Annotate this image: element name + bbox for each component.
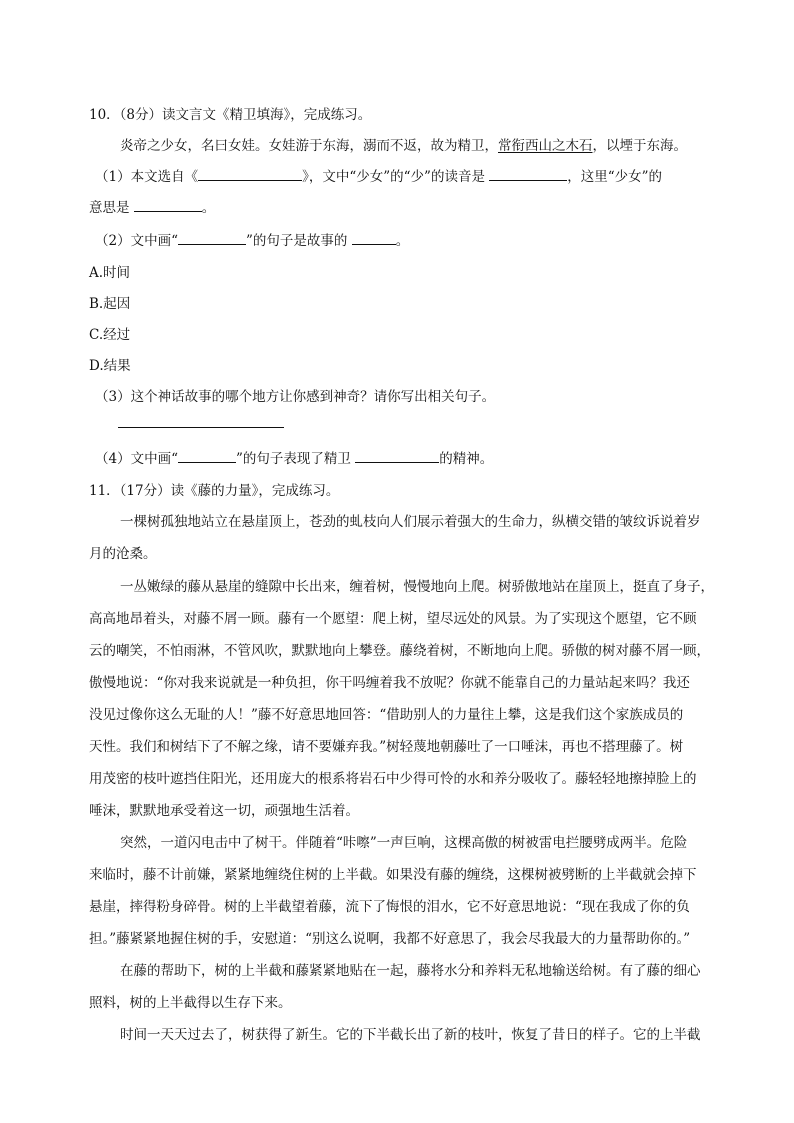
q10-sub2-text-a: （2）文中画“	[95, 233, 178, 249]
q10-passage-part-b: ，以堙于东海。	[592, 138, 687, 154]
q10-sub1	[95, 165, 662, 185]
passage-line: 悬崖，摔得粉身碎骨。树的上半截望着藤，流下了悔恨的泪水，它不好意思地说：“现在我成了你的负	[89, 899, 690, 915]
answer-blank-underlined-sentence[interactable]	[178, 450, 236, 463]
q10-sub2-text-c: 。	[395, 233, 410, 249]
passage-line: 高高地昂着头，对藤不屑一顾。藤有一个愿望：爬上树，望尽远处的风景。为了实现这个愿望，它不顾	[89, 611, 697, 627]
question-10-title: 10．（8分）读文言文《精卫填海》，完成练习。	[89, 107, 372, 123]
answer-blank-story-part[interactable]	[352, 232, 396, 245]
question-11-title: 11．（17分）读《藤的力量》，完成练习。	[89, 483, 340, 499]
answer-blank-spirit[interactable]	[355, 450, 439, 463]
q10-sub3: （3）这个神话故事的哪个地方让你感到神奇？请你写出相关句子。	[95, 389, 496, 405]
answer-blank-pronunciation[interactable]	[489, 168, 567, 181]
q10-passage	[120, 134, 687, 154]
passage-line: 没见过像你这么无耻的人！”藤不好意思地回答：“借助别人的力量往上攀，这是我们这个家族成员的	[89, 707, 684, 723]
passage-line: 来临时，藤不计前嫌，紧紧地缠绕住树的上半截。如果没有藤的缠绕，这棵树被劈断的上半截就会掉下	[89, 867, 697, 883]
q10-sub4-text-c: 的精神。	[439, 451, 494, 467]
option-c[interactable]: C.经过	[89, 327, 131, 343]
q10-passage-part-a: 炎帝之少女，名曰女娃。女娃游于东海，溺而不返，故为精卫，	[120, 138, 498, 154]
q10-sub1-text-a: （1）本文选自《	[95, 169, 199, 185]
passage-line: 一丛嫩绿的藤从悬崖的缝隙中长出来，缠着树，慢慢地向上爬。树骄傲地站在崖顶上，挺直了身子，	[120, 579, 714, 595]
q10-sub3-answer-line[interactable]	[118, 415, 284, 432]
passage-line: 担。”藤紧紧地握住树的手，安慰道：“别这么说啊，我都不好意思了，我会尽我最大的力量帮助你的。”	[89, 931, 691, 947]
passage-line: 唾沫，默默地承受着这一切，顽强地生活着。	[89, 803, 359, 819]
passage-line: 突然，一道闪电击中了树干。伴随着“咔嚓”一声巨响，这棵高傲的树被雷电拦腰劈成两半。危险	[120, 835, 688, 851]
q10-passage-underlined: 常衔西山之木石	[498, 138, 593, 154]
option-b[interactable]: B.起因	[89, 296, 131, 312]
passage-line: 云的嘲笑，不怕雨淋，不管风吹，默默地向上攀登。藤绕着树，不断地向上爬。骄傲的树对藤不屑一顾，	[89, 643, 710, 659]
passage-line: 用茂密的枝叶遮挡住阳光，还用庞大的根系将岩石中少得可怜的水和养分吸收了。藤轻轻地擦掉脸上的	[89, 771, 697, 787]
option-a[interactable]: A.时间	[89, 265, 131, 281]
passage-line: 照料，树的上半截得以生存下来。	[89, 995, 292, 1011]
q10-sub4-text-b: ”的句子表现了精卫	[236, 451, 351, 467]
passage-line: 时间一天天过去了，树获得了新生。它的下半截长出了新的枝叶，恢复了昔日的样子。它的上半截	[120, 1027, 701, 1043]
q10-sub2	[95, 229, 409, 249]
passage-line: 天性。我们和树结下了不解之缘，请不要嫌弃我。”树轻蔑地朝藤吐了一口唾沫，再也不搭理藤了。树	[89, 739, 684, 755]
q10-sub4-text-a: （4）文中画“	[95, 451, 178, 467]
answer-blank-meaning[interactable]	[134, 199, 202, 212]
q10-sub2-text-b: ”的句子是故事的	[246, 233, 348, 249]
q10-sub1-text-c: ，这里“少女”的	[567, 169, 663, 185]
q10-sub1-text-d: 意思是	[89, 200, 130, 216]
passage-line: 月的沧桑。	[89, 546, 157, 562]
passage-line: 在藤的帮助下，树的上半截和藤紧紧地贴在一起，藤将水分和养料无私地输送给树。有了藤的细心	[120, 963, 701, 979]
option-d[interactable]: D.结果	[89, 358, 131, 374]
q10-sub1-cont	[89, 196, 215, 216]
passage-line: 傲慢地说：“你对我来说就是一种负担，你干吗缠着我不放呢？你就不能靠自己的力量站起来吗？我还	[89, 675, 690, 691]
q10-sub4	[95, 447, 493, 467]
answer-blank-source[interactable]	[198, 168, 302, 181]
q10-sub1-text-e: 。	[201, 200, 216, 216]
q10-sub1-text-b: 》，文中“少女”的“少”的读音是	[302, 169, 485, 185]
passage-line: 一棵树孤独地站立在悬崖顶上，苍劲的虬枝向人们展示着强大的生命力，纵横交错的皱纹诉说着岁	[120, 514, 701, 530]
answer-blank-sentence-long[interactable]	[118, 415, 284, 428]
answer-blank-sentence[interactable]	[178, 232, 246, 245]
